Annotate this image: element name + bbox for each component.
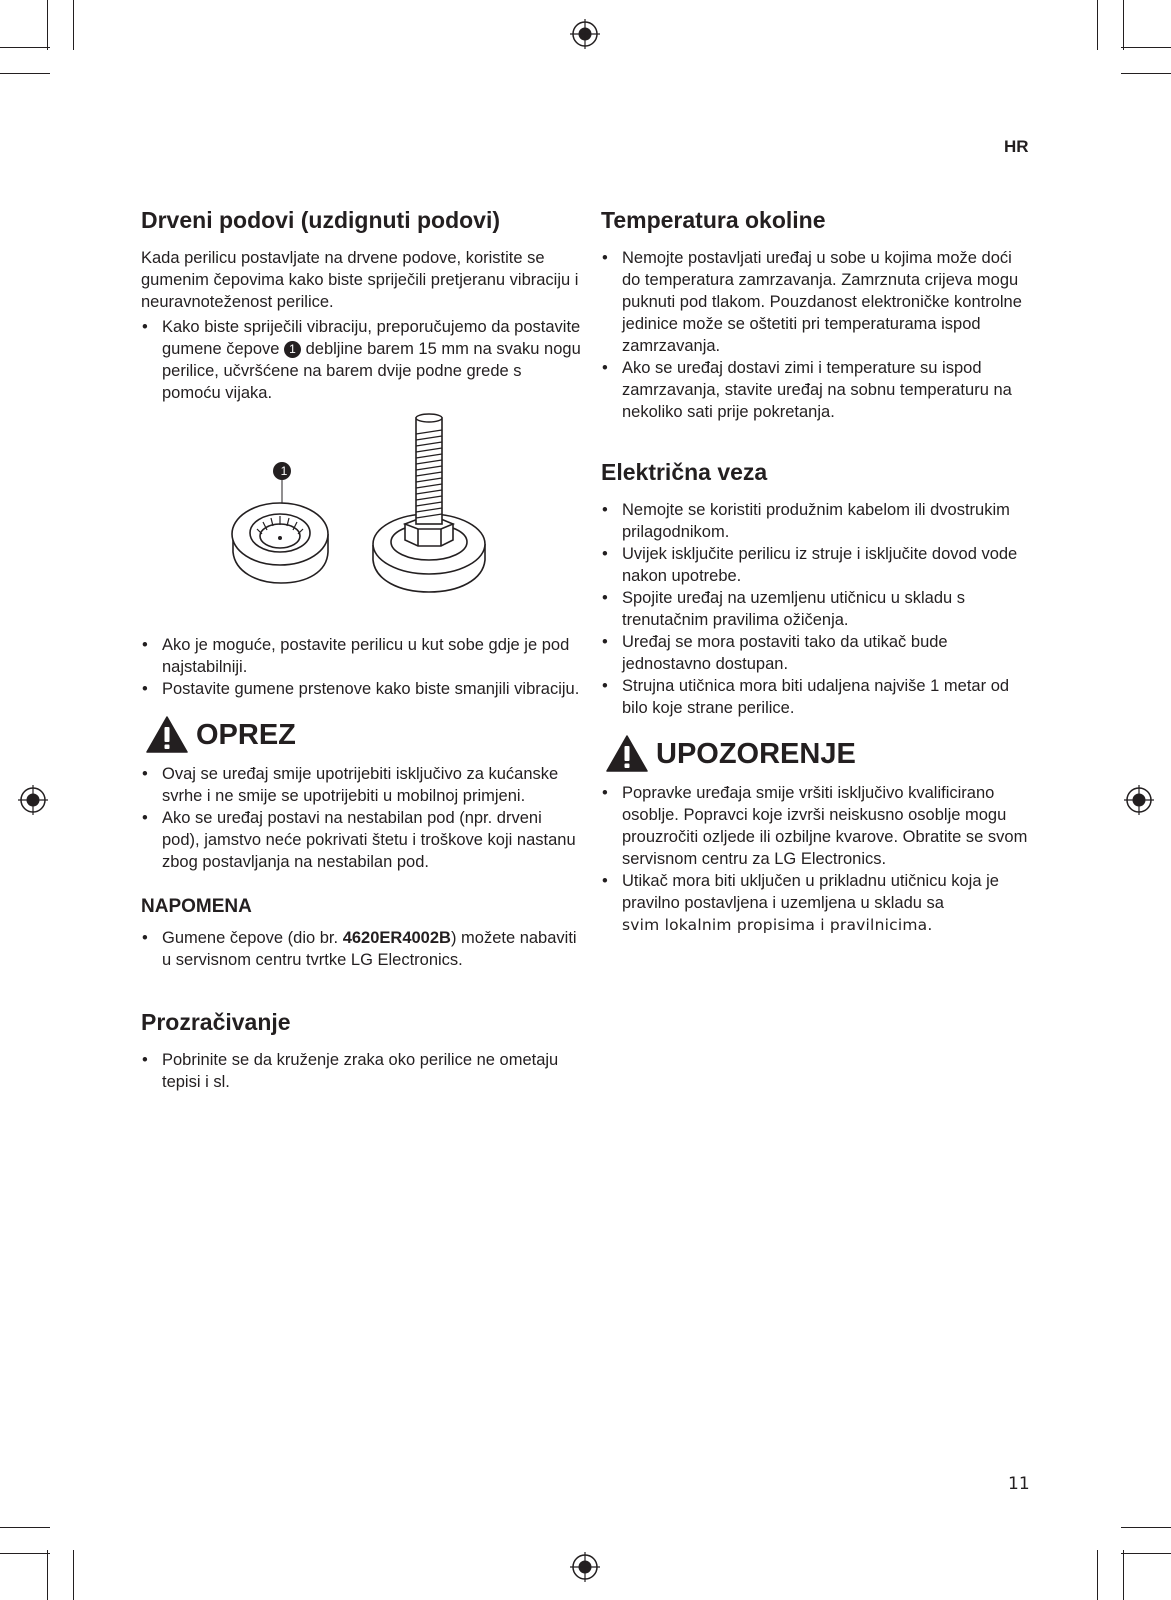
- crop-mark: [1123, 1550, 1124, 1600]
- list-item: • Uvijek isključite perilicu iz struje i isključite dovod vode nakon upotrebe.: [601, 543, 1031, 587]
- warning-title: UPOZORENJE: [656, 737, 856, 770]
- crop-mark: [1121, 1553, 1171, 1554]
- list-item: • Nemojte se koristiti produžnim kabelom ili dvostrukim prilagodnikom.: [601, 499, 1031, 543]
- list-item: • Ako se uređaj dostavi zimi i temperature su ispod zamrzavanja, stavite uređaj na sobnu temperaturu na nekoliko sati prije pokretanja.: [601, 357, 1031, 423]
- electrical-section: [601, 457, 1031, 719]
- callout-badge: 1: [284, 341, 301, 358]
- crop-mark: [0, 73, 50, 74]
- list-item: • Strujna utičnica mora biti udaljena najviše 1 metar od bilo koje strane perilice.: [601, 675, 1031, 719]
- crop-mark: [1121, 47, 1171, 48]
- list-item: [601, 870, 1031, 936]
- crop-mark: [1121, 73, 1171, 74]
- rubber-cap-figure: [141, 412, 581, 630]
- note-section: [141, 895, 581, 971]
- right-column: [601, 205, 1031, 936]
- list-item-text: Utikač mora biti uključen u prikladnu utičnicu koja je pravilno postavljena i uzemljena u skladu sa: [622, 872, 999, 912]
- list-item-text: ) možete nabaviti u servisnom centru tvrtke LG Electronics.: [162, 929, 577, 969]
- page-number: 11: [1008, 1474, 1030, 1494]
- list-item: • Ako je moguće, postavite perilicu u kut sobe gdje je pod najstabilniji.: [141, 634, 581, 678]
- wood-intro: Kada perilicu postavljate na drvene podove, koristite se gumenim čepovima kako biste spriječili pretjeranu vibraciju i neuravnoteženost perilice.: [141, 249, 579, 311]
- caution-title: OPREZ: [196, 718, 296, 751]
- list-item-text: debljine barem 15 mm na svaku nogu perilice, učvršćene na barem dvije podne grede s pomoću vijaka.: [162, 340, 581, 402]
- crop-mark: [0, 1553, 50, 1554]
- list-item: • Spojite uređaj na uzemljenu utičnicu u skladu s trenutačnim pravilima ožičenja.: [601, 587, 1031, 631]
- warning-bullet-list: [601, 782, 1031, 936]
- list-item-text: Gumene čepove (dio br.: [162, 929, 343, 947]
- left-column: [141, 205, 581, 1093]
- warning-triangle-icon: [146, 716, 188, 753]
- warning-heading: [606, 735, 1031, 772]
- crop-mark: [1123, 0, 1124, 50]
- crop-mark: [1097, 0, 1098, 50]
- crop-mark: [1121, 1527, 1171, 1528]
- list-item: • Ovaj se uređaj smije upotrijebiti isključivo za kućanske svrhe i ne smije se upotrijebiti u mobilnoj primjeni.: [141, 763, 581, 807]
- list-item-text: svim lokalnim propisima i pravilnicima.: [622, 916, 933, 934]
- wood-bullet-list-after: [141, 634, 581, 700]
- note-title: NAPOMENA: [141, 896, 252, 917]
- warning-triangle-icon: [606, 735, 648, 772]
- part-number: 4620ER4002B: [342, 929, 451, 947]
- list-item: [141, 927, 581, 971]
- list-item: • Uređaj se mora postaviti tako da utikač bude jednostavno dostupan.: [601, 631, 1031, 675]
- section-title: Temperatura okoline: [601, 207, 826, 233]
- caution-bullet-list: [141, 763, 581, 873]
- temperature-section: [601, 205, 1031, 423]
- language-code: HR: [1004, 137, 1029, 156]
- list-item: • Ako se uređaj postavi na nestabilan pod (npr. drveni pod), jamstvo neće pokrivati štetu i troškove koji nastanu zbog postavljanja na nestabilan pod.: [141, 807, 581, 873]
- ventilation-section: [141, 1007, 581, 1093]
- list-item: • Nemojte postavljati uređaj u sobe u kojima može doći do temperatura zamrzavanja. Zamrznuta crijeva mogu puknuti pod tlakom. Pouzdanost elektroničke kontrolne jedinice može se oštetiti pri temperaturama ispod zamrzavanja.: [601, 247, 1031, 357]
- list-item-text: Kako biste spriječili vibraciju, preporučujemo da postavite gumene čepove: [162, 318, 581, 358]
- note-bullet-list: [141, 927, 581, 971]
- list-item: • Popravke uređaja smije vršiti isključivo kvalificirano osoblje. Popravci koje izvrši neiskusno osoblje mogu prouzročiti ozljede ili ozbiljne kvarove. Obratite se svom servisnom centru za LG Electronics.: [601, 782, 1031, 870]
- crop-mark: [0, 1527, 50, 1528]
- crop-mark: [1097, 1550, 1098, 1600]
- caution-section: [141, 716, 581, 873]
- list-item: • Pobrinite se da kruženje zraka oko perilice ne ometaju tepisi i sl.: [141, 1049, 581, 1093]
- wood-floor-section: [141, 205, 581, 700]
- electrical-bullet-list: [601, 499, 1031, 719]
- crop-mark: [73, 0, 74, 50]
- wood-bullet-list: [141, 316, 581, 404]
- registration-mark-icon: [570, 19, 600, 49]
- warning-section: [601, 735, 1031, 936]
- section-title: Drveni podovi (uzdignuti podovi): [141, 207, 501, 233]
- crop-mark: [0, 47, 50, 48]
- temperature-bullet-list: [601, 247, 1031, 423]
- list-item: • Postavite gumene prstenove kako biste smanjili vibraciju.: [141, 678, 581, 700]
- registration-mark-icon: [1124, 785, 1154, 815]
- caution-heading: [146, 716, 581, 753]
- crop-mark: [73, 1550, 74, 1600]
- registration-mark-icon: [18, 785, 48, 815]
- rubber-cap-and-foot-illustration: [223, 412, 523, 630]
- list-item: [141, 316, 581, 404]
- crop-mark: [47, 1550, 48, 1600]
- section-title: Prozračivanje: [141, 1009, 291, 1035]
- ventilation-bullet-list: [141, 1049, 581, 1093]
- section-title: Električna veza: [601, 459, 768, 485]
- figure-callout-label: 1: [280, 464, 288, 478]
- crop-mark: [47, 0, 48, 50]
- registration-mark-icon: [570, 1552, 600, 1582]
